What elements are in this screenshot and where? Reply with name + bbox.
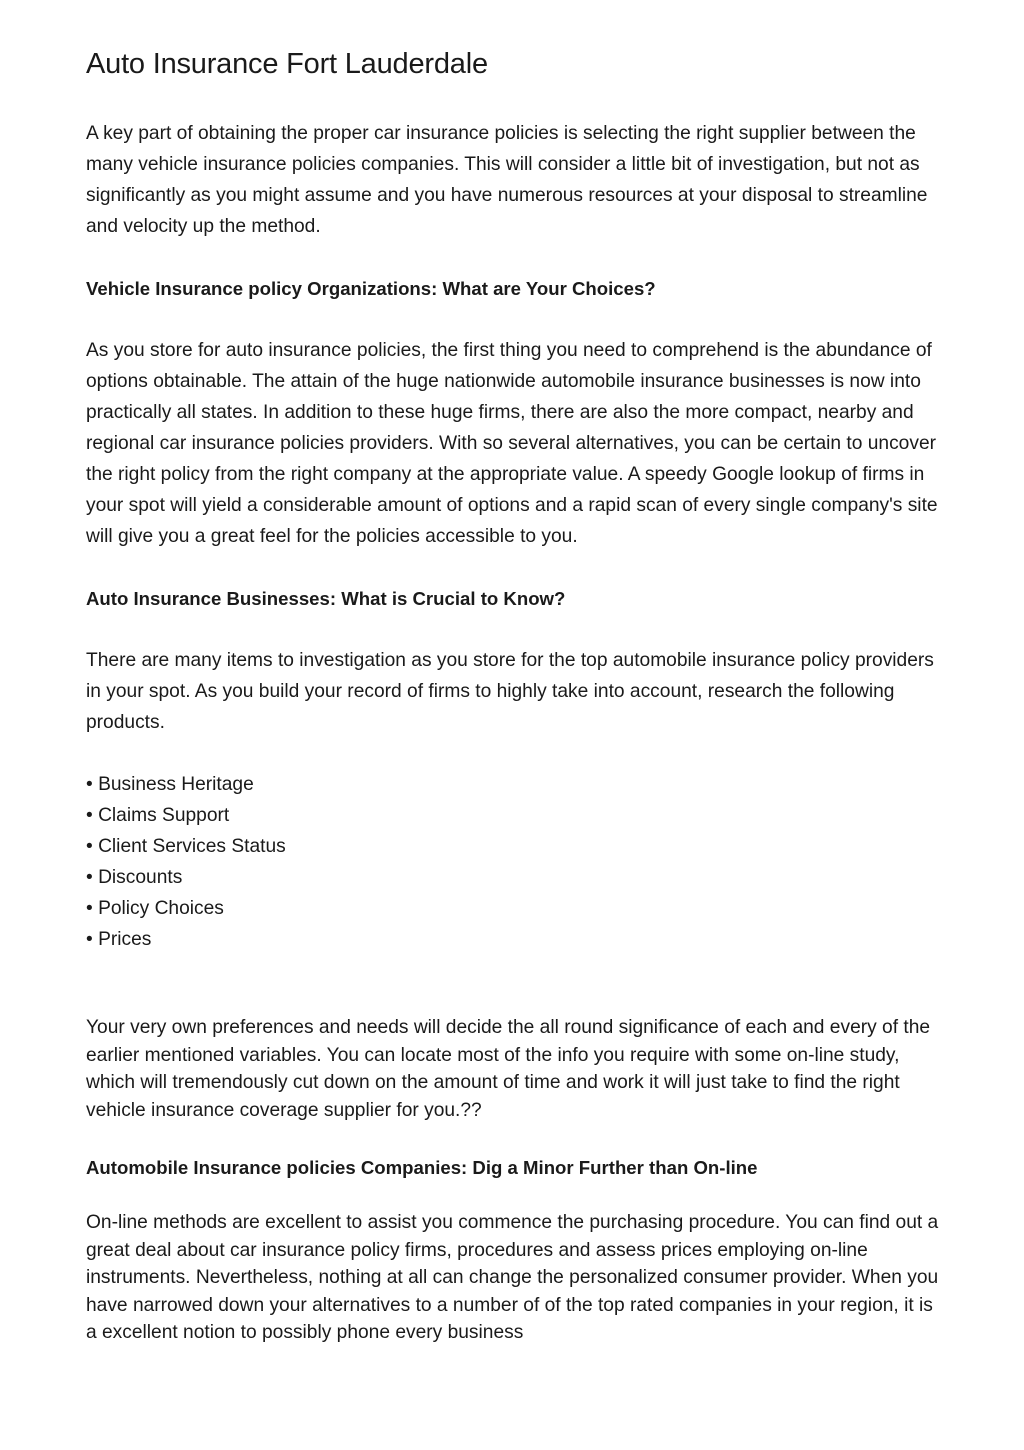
page-title: Auto Insurance Fort Lauderdale: [86, 48, 488, 80]
section-body-dig-further: On-line methods are excellent to assist you commence the purchasing procedure. You can find out a great deal about car insurance policy firms, procedures and assess prices employing on-line instruments. Nevertheless, nothing at all can change the personalized consumer provider. When you have narrowed down your alternatives to a number of of the top rated companies in your region, it is a excellent notion to possibly phone every business: [86, 1212, 939, 1343]
section-body-choices: As you store for auto insurance policies, the first thing you need to comprehend is the abundance of options obtainable. The attain of the huge nationwide automobile insurance businesses is now into practically all states. In addition to these huge firms, there are also the more compact, nearby and regional car insurance policies providers. With so several alternatives, you can be certain to uncover the right policy from the right company at the appropriate value. A speedy Google lookup of firms in your spot will yield a considerable amount of options and a rapid scan of every single company's site will give you a great feel for the policies accessible to you.: [86, 340, 938, 547]
list-item: • Policy Choices: [86, 893, 946, 924]
section-heading-dig-further: Automobile Insurance policies Companies: Dig a Minor Further than On-line: [86, 1157, 758, 1178]
closing-paragraph: Your very own preferences and needs will decide the all round significance of each and every of the earlier mentioned variables. You can locate most of the info you require with some on-line study, which will tremendously cut down on the amount of time and work it will just take to find the right vehicle insurance coverage supplier for you.??: [86, 1017, 931, 1121]
section-body-crucial: There are many items to investigation as you store for the top automobile insurance policy providers in your spot. As you build your record of firms to highly take into account, research the following products.: [86, 650, 934, 733]
research-list: [86, 769, 946, 955]
list-item: • Discounts: [86, 862, 946, 893]
list-item: • Business Heritage: [86, 769, 946, 800]
list-item: • Client Services Status: [86, 831, 946, 862]
section-heading-crucial: Auto Insurance Businesses: What is Crucial to Know?: [86, 588, 566, 609]
intro-paragraph: A key part of obtaining the proper car insurance policies is selecting the right supplier between the many vehicle insurance policies companies. This will consider a little bit of investigation, but not as significantly as you might assume and you have numerous resources at your disposal to streamline and velocity up the method.: [86, 123, 928, 237]
list-item: • Claims Support: [86, 800, 946, 831]
list-item: • Prices: [86, 924, 946, 955]
document-page: [86, 44, 946, 1375]
section-heading-choices: Vehicle Insurance policy Organizations: What are Your Choices?: [86, 278, 656, 299]
